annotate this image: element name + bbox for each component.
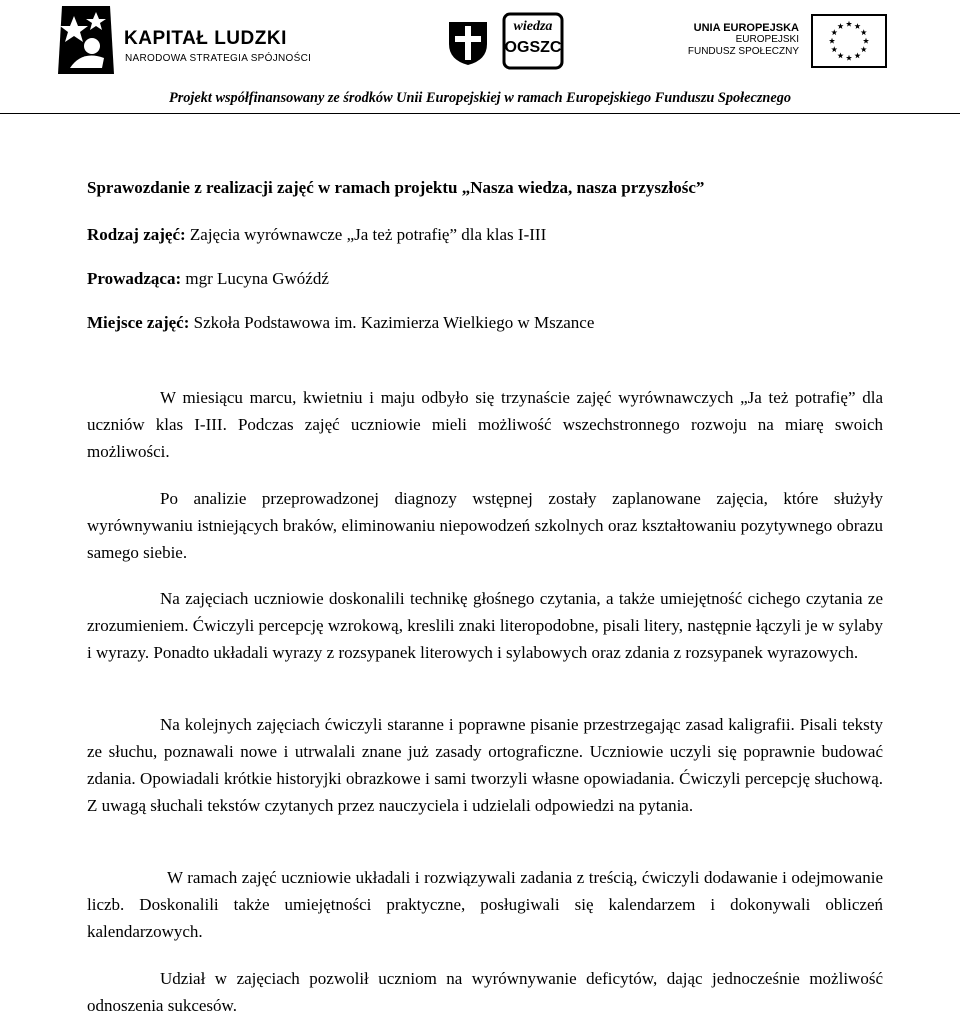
kapital-ludzki-logo (52, 2, 312, 80)
eu-line2: EUROPEJSKI (735, 34, 799, 45)
type-line (87, 225, 546, 245)
kapital-ludzki-emblem-icon (52, 2, 120, 78)
header-divider (0, 113, 960, 114)
report-title: Sprawozdanie z realizacji zajęć w ramach projektu „Nasza wiedza, nasza przyszłośc” (87, 178, 705, 197)
type-label: Rodzaj zajęć: (87, 225, 186, 244)
svg-text:OGSZC: OGSZC (504, 39, 562, 56)
eu-logo (687, 14, 895, 76)
paragraph-5: W ramach zajęć uczniowie układali i rozwiązywali zadania z treścią, ćwiczyli dodawanie i odejmowanie liczb. Doskonalili także umiejętności praktyczne, posługiwali się kalendarzem i dokonywali obliczeń kalendarzowych. (87, 868, 883, 941)
eu-text-block (688, 22, 799, 58)
kapital-ludzki-subtitle: NARODOWA STRATEGIA SPÓJNOŚCI (125, 53, 312, 64)
cofinancing-note: Projekt współfinansowany ze środków Unii Europejskiej w ramach Europejskiego Funduszu Społecznego (168, 90, 792, 106)
kapital-ludzki-title: KAPITAŁ LUDZKI (124, 28, 287, 49)
paragraph-1: W miesiącu marcu, kwietniu i maju odbyło się trzynaście zajęć wyrównawczych „Ja też potrafię” dla uczniów klas I-III. Podczas zajęć uczniowie mieli możliwość wszechstronnego rozwoju na miarę swoich możliwości. (87, 388, 883, 461)
paragraph-2: Po analizie przeprowadzonej diagnozy wstępnej zostały zaplanowane zajęcia, które służyły wyrównywaniu istniejących braków, eliminowaniu niepowodzeń szkolnych oraz kształtowaniu pozytywnego obrazu samego siebie. (87, 489, 883, 562)
place-label: Miejsce zajęć: (87, 313, 190, 332)
paragraph-4: Na kolejnych zajęciach ćwiczyli staranne i poprawne pisanie przestrzegając zasad kaligrafii. Pisali teksty ze słuchu, poznawali nowe i utrwalali znane już zasady ortograficzne. Uczniowie uczyli się poprawnie budować zdania. Opowiadali krótkie historyjki obrazkowe i sami tworzyli własne opowiadania. Ćwiczyli percepcję słuchową. Z uwagą słuchali tekstów czytanych przez nauczyciela i udzielali odpowiedzi na pytania. (87, 715, 883, 815)
svg-text:wiedza: wiedza (513, 19, 553, 34)
place-line (87, 313, 594, 333)
ogszc-logo-icon (500, 8, 566, 72)
leader-label: Prowadząca: (87, 269, 182, 288)
paragraph-3: Na zajęciach uczniowie doskonalili technikę głośnego czytania, a także umiejętność cichego czytania ze zrozumieniem. Ćwiczyli percepcję wzrokową, kreslili znaki literopodobne, pisali litery, następnie łączyli je w sylaby i wyrazy. Ponadto układali wyrazy z rozsypanek literowych i sylabowych oraz zdania z rozsypanek wyrazowych. (87, 589, 883, 662)
type-value: Zajęcia wyrównawcze „Ja też potrafię” dla klas I-III (185, 225, 547, 244)
shield-logo-icon (447, 18, 489, 66)
place-value: Szkoła Podstawowa im. Kazimierza Wielkiego w Mszance (189, 313, 595, 332)
eu-line3: FUNDUSZ SPOŁECZNY (687, 46, 799, 57)
leader-value: mgr Lucyna Gwóźdź (181, 269, 329, 288)
eu-line1: UNIA EUROPEJSKA (693, 22, 799, 34)
leader-line (87, 269, 329, 289)
eu-flag-icon (811, 14, 887, 68)
paragraph-6: Udział w zajęciach pozwolił uczniom na wyrównywanie deficytów, dając jednocześnie możliwość odnoszenia sukcesów. (87, 969, 883, 1015)
page-header (0, 0, 960, 115)
